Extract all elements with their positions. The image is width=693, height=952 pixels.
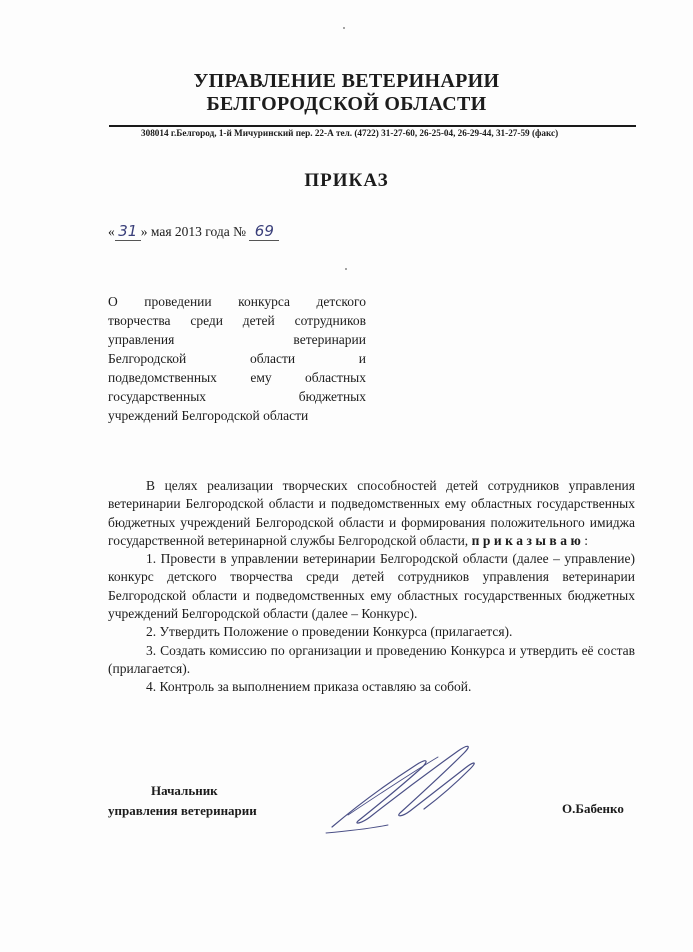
order-date-line bbox=[108, 222, 279, 241]
handwritten-day: 31 bbox=[115, 222, 141, 241]
subject-line: Белгородской области и bbox=[108, 351, 366, 366]
order-keyword: приказываю bbox=[471, 532, 585, 548]
order-colon: : bbox=[584, 532, 589, 548]
order-item-4: 4. Контроль за выполнением приказа оставляю за собой. bbox=[146, 679, 472, 695]
signatory-name: О.Бабенко bbox=[562, 801, 624, 816]
position-line2: управления ветеринарии bbox=[108, 803, 257, 818]
date-text: мая 2013 года № bbox=[147, 224, 250, 239]
order-item-1: 1. Провести в управлении ветеринарии Белгородской области (далее – управление) конкурс детского творчества среди детей сотрудников управления ветеринарии Белгородской области и подведомственных ему областных государственных бюджетных учреждений Белгородской области (далее – Конкурс). bbox=[108, 551, 635, 622]
preamble-paragraph bbox=[108, 477, 635, 550]
order-subject bbox=[108, 292, 366, 425]
org-name-line2: БЕЛГОРОДСКОЙ ОБЛАСТИ bbox=[206, 93, 487, 115]
order-item-2: 2. Утвердить Положение о проведении Конкурса (прилагается). bbox=[146, 624, 513, 640]
date-quote-close: » bbox=[140, 224, 148, 239]
subject-line: учреждений Белгородской области bbox=[108, 408, 309, 423]
order-item-3: 3. Создать комиссию по организации и проведению Конкурса и утвердить её состав (прилагается). bbox=[108, 642, 635, 676]
scan-speck bbox=[345, 268, 347, 270]
header-divider bbox=[109, 125, 636, 127]
document-title: ПРИКАЗ bbox=[304, 170, 389, 191]
organization-header bbox=[0, 70, 693, 116]
subject-line: О проведении конкурса детского bbox=[108, 294, 366, 309]
handwritten-signature bbox=[318, 735, 498, 845]
order-body bbox=[108, 477, 635, 697]
subject-line: управления ветеринарии bbox=[108, 332, 366, 347]
subject-line: подведомственных ему областных bbox=[108, 370, 366, 385]
org-name-line1: УПРАВЛЕНИЕ ВЕТЕРИНАРИИ bbox=[193, 70, 500, 92]
handwritten-order-number: 69 bbox=[249, 222, 279, 241]
position-line1: Начальник bbox=[151, 783, 218, 798]
date-quote-open: « bbox=[108, 224, 115, 239]
signatory-position bbox=[108, 781, 257, 821]
preamble-text: В целях реализации творческих способностей детей сотрудников управления ветеринарии Белгородской области и подведомственных ему областных государственных бюджетных учреждений Белгородской области и формирования положительного имиджа государственной ветеринарной службы Белгородской области, bbox=[108, 478, 635, 548]
scan-speck bbox=[343, 27, 345, 29]
org-address: 308014 г.Белгород, 1-й Мичуринский пер. 22-А тел. (4722) 31-27-60, 26-25-04, 26-29-44, 31-27-59 (факс) bbox=[141, 128, 559, 138]
subject-line: государственных бюджетных bbox=[108, 389, 366, 404]
subject-line: творчества среди детей сотрудников bbox=[108, 313, 366, 328]
